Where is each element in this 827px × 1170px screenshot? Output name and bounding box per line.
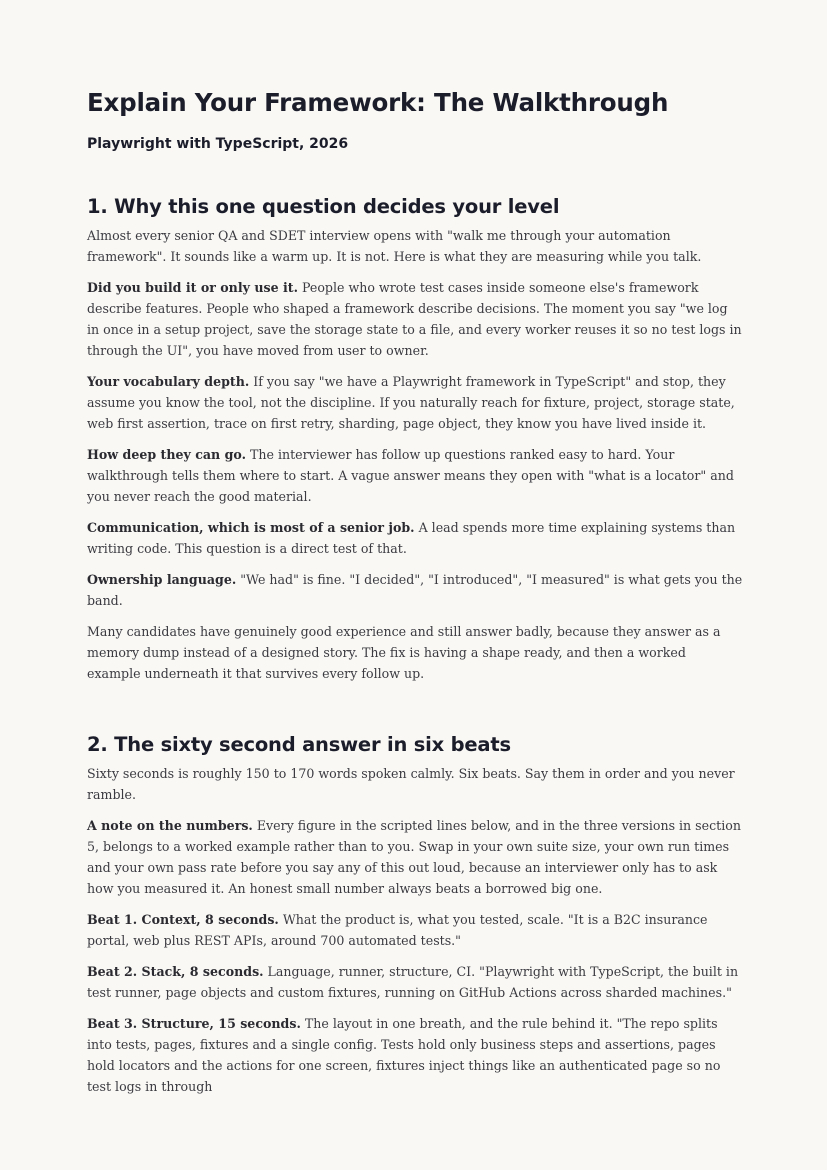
point-text: The layout in one breath, and the rule behind it. "The repo splits into tests, pages, fixtures and a single config. Tests hold only business steps and assertions, pages hold locators and the actions for one screen, fixtures inject things like an authenticated page so no test logs in through xyxy=(87,1016,721,1094)
point-lead: A note on the numbers. xyxy=(87,818,253,833)
point-text: If you say "we have a Playwright framework in TypeScript" and stop, they assume you know the tool, not the discipline. If you naturally reach for fixture, project, storage state, web first assertion, trace on first retry, sharding, page object, they know you have lived inside it. xyxy=(87,374,735,431)
point-text: "We had" is fine. "I decided", "I introduced", "I measured" is what gets you the band. xyxy=(87,572,743,608)
document-page xyxy=(87,86,743,1107)
point-text: People who wrote test cases inside someone else's framework describe features. People who shaped a framework describe decisions. The moment you say "we log in once in a setup project, save the storage state to a file, and every worker reuses it so no test logs in through the UI", you have moved from user to owner. xyxy=(87,280,742,358)
point-text: Every figure in the scripted lines below, and in the three versions in section 5, belongs to a worked example rather than to you. Swap in your own suite size, your own run times and your own pass rate before you say any of this out loud, because an interviewer only has to ask how you measured it. An honest small number always beats a borrowed big one. xyxy=(87,818,741,896)
point-paragraph xyxy=(87,815,743,899)
point-text: Language, runner, structure, CI. "Playwright with TypeScript, the built in test runner, page objects and custom fixtures, running on GitHub Actions across sharded machines." xyxy=(87,964,739,1000)
section-why-question xyxy=(87,194,743,684)
point-lead: Communication, which is most of a senior job. xyxy=(87,520,415,535)
point-lead: How deep they can go. xyxy=(87,447,246,462)
section-heading: 1. Why this one question decides your level xyxy=(87,195,560,218)
document-title: Explain Your Framework: The Walkthrough xyxy=(87,88,669,117)
point-paragraph xyxy=(87,961,743,1003)
point-lead: Beat 3. Structure, 15 seconds. xyxy=(87,1016,301,1031)
point-paragraph xyxy=(87,569,743,611)
section-heading: 2. The sixty second answer in six beats xyxy=(87,733,511,756)
document-subtitle: Playwright with TypeScript, 2026 xyxy=(87,136,349,152)
point-lead: Your vocabulary depth. xyxy=(87,374,250,389)
point-text: A lead spends more time explaining systems than writing code. This question is a direct test of that. xyxy=(87,520,736,556)
point-lead: Beat 1. Context, 8 seconds. xyxy=(87,912,279,927)
point-paragraph xyxy=(87,371,743,434)
point-paragraph xyxy=(87,277,743,361)
section-closing: Many candidates have genuinely good experience and still answer badly, because they answer as a memory dump instead of a designed story. The fix is having a shape ready, and then a worked example underneath it that survives every follow up. xyxy=(87,624,721,681)
point-text: The interviewer has follow up questions ranked easy to hard. Your walkthrough tells them where to start. A vague answer means they open with "what is a locator" and you never reach the good material. xyxy=(87,447,734,504)
point-paragraph xyxy=(87,909,743,951)
point-paragraph xyxy=(87,1013,743,1097)
point-text: What the product is, what you tested, scale. "It is a B2C insurance portal, web plus REST APIs, around 700 automated tests." xyxy=(87,912,708,948)
point-paragraph xyxy=(87,444,743,507)
point-paragraph xyxy=(87,517,743,559)
section-intro: Sixty seconds is roughly 150 to 170 words spoken calmly. Six beats. Say them in order and you never ramble. xyxy=(87,766,735,802)
point-lead: Did you build it or only use it. xyxy=(87,280,298,295)
section-intro: Almost every senior QA and SDET interview opens with "walk me through your automation framework". It sounds like a warm up. It is not. Here is what they are measuring while you talk. xyxy=(87,228,702,264)
point-lead: Ownership language. xyxy=(87,572,237,587)
section-sixty-second-answer xyxy=(87,732,743,1097)
point-lead: Beat 2. Stack, 8 seconds. xyxy=(87,964,264,979)
